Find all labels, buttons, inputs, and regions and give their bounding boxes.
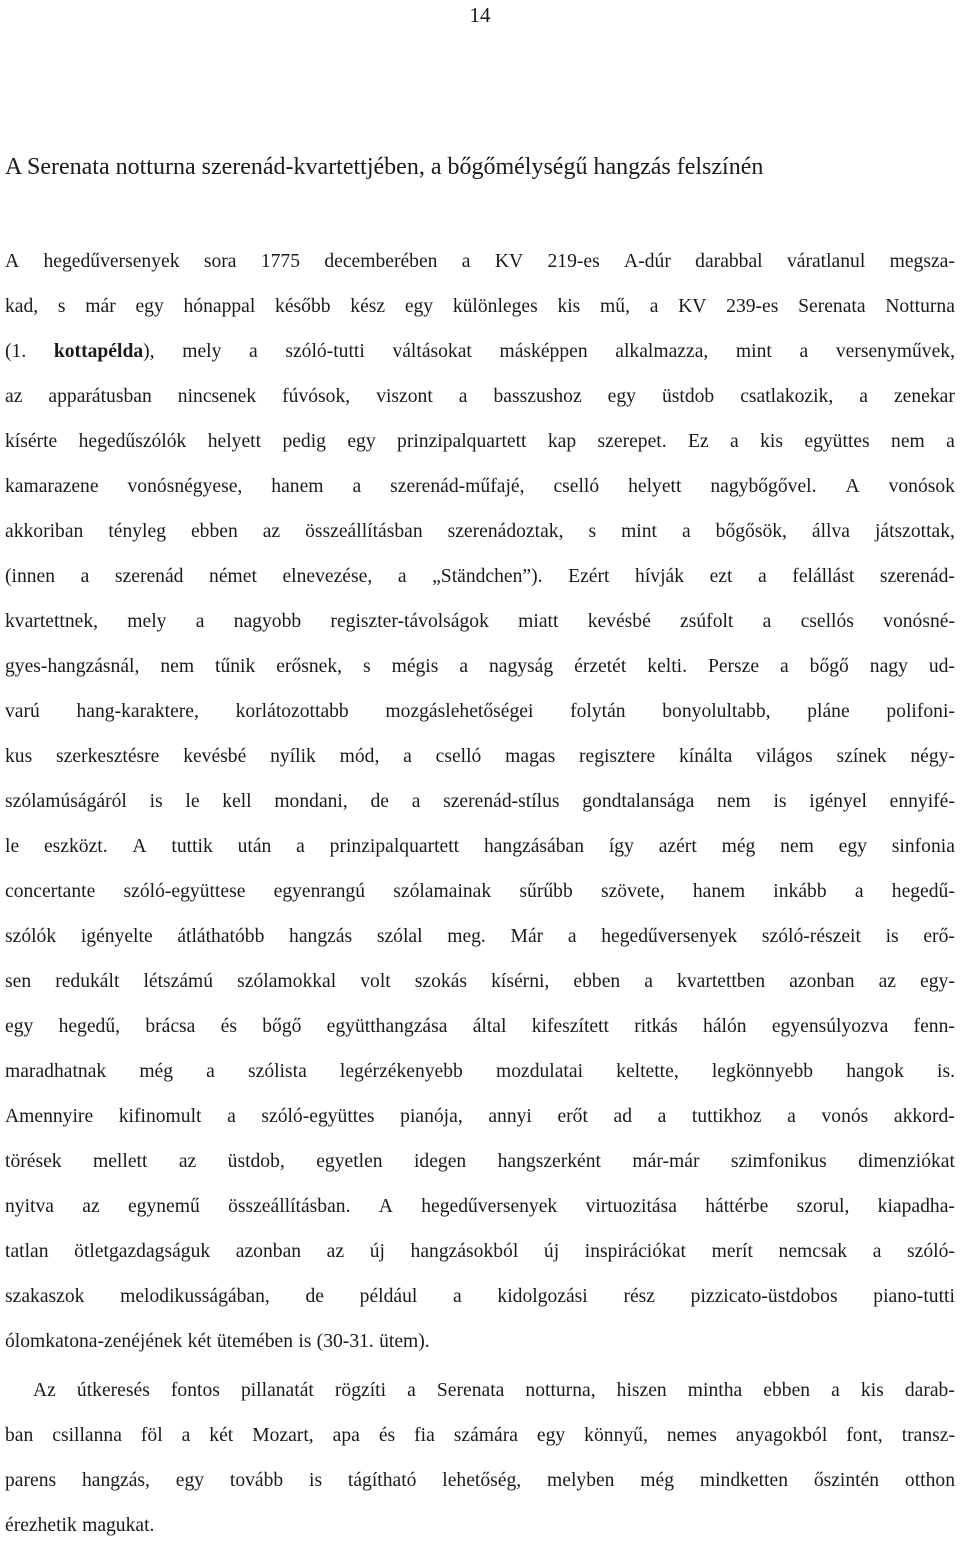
text-line: maradhatnak még a szólista legérzékenyebb mozdulatai keltette, legkönnyebb hangok is. xyxy=(5,1061,955,1082)
paragraph xyxy=(5,1368,955,1548)
text-line: kvartettnek, mely a nagyobb regiszter-távolságok miatt kevésbé zsúfolt a csellós vonósné- xyxy=(5,611,955,632)
paragraph xyxy=(5,239,955,1364)
text-line: nyitva az egynemű összeállításban. A hegedűversenyek virtuozitása háttérbe szorul, kiapadha- xyxy=(5,1196,955,1217)
text-line: kamarazene vonósnégyese, hanem a szerenád-műfajé, cselló helyett nagybőgővel. A vonósok xyxy=(5,476,955,497)
text-line: gyes-hangzásnál, nem tűnik erősnek, s mégis a nagyság érzetét kelti. Persze a bőgő nagy ud- xyxy=(5,656,955,677)
text-line: varú hang-karaktere, korlátozottabb mozgáslehetőségei folytán bonyolultabb, pláne polifoni- xyxy=(5,701,955,722)
text-line: Amennyire kifinomult a szóló-együttes pianója, annyi erőt ad a tuttikhoz a vonós akkord- xyxy=(5,1106,955,1127)
text-line: ólomkatona-zenéjének két ütemében is (30-31. ütem). xyxy=(5,1331,430,1352)
text-line: szakaszok melodikusságában, de például a kidolgozási rész pizzicato-üstdobos piano-tutti xyxy=(5,1286,955,1307)
text-line: ban csillanna föl a két Mozart, apa és fia számára egy könnyű, nemes anyagokból font, transz- xyxy=(5,1425,955,1446)
text-line: concertante szóló-együttese egyenrangú szólamainak sűrűbb szövete, hanem inkább a hegedű- xyxy=(5,881,955,902)
text-line: az apparátusban nincsenek fúvósok, viszont a basszushoz egy üstdob csatlakozik, a zenekar xyxy=(5,386,955,407)
text-line: törések mellett az üstdob, egyetlen idegen hangszerként már-már szimfonikus dimenziókat xyxy=(5,1151,955,1172)
text-line: A hegedűversenyek sora 1775 decemberében a KV 219-es A-dúr darabbal váratlanul megsza- xyxy=(5,251,955,272)
section-heading: A Serenata notturna szerenád-kvartettjében, a bőgőmélységű hangzás felszínén xyxy=(5,154,764,180)
text-line: szólamúságáról is le kell mondani, de a szerenád-stílus gondtalansága nem is igényel ennyifé- xyxy=(5,791,955,812)
body-text xyxy=(5,239,955,1548)
text-line: le eszközt. A tuttik után a prinzipalquartett hangzásában így azért még nem egy sinfonia xyxy=(5,836,955,857)
text-line: kus szerkesztésre kevésbé nyílik mód, a cselló magas regisztere kínálta világos színek négy- xyxy=(5,746,955,767)
text-line: Az útkeresés fontos pillanatát rögzíti a Serenata notturna, hiszen mintha ebben a kis darab- xyxy=(33,1380,955,1401)
page-number: 14 xyxy=(469,3,491,27)
text-line: (innen a szerenád német elnevezése, a „Ständchen”). Ezért hívják ezt a felállást szerenád- xyxy=(5,566,955,587)
text-line: szólók igényelte átláthatóbb hangzás szólal meg. Már a hegedűversenyek szóló-részeit is erő- xyxy=(5,926,955,947)
text-line: tatlan ötletgazdagságuk azonban az új hangzásokból új inspirációkat merít nemcsak a szóló- xyxy=(5,1241,955,1262)
text-line: kísérte hegedűszólók helyett pedig egy prinzipalquartett kap szerepet. Ez a kis együttes nem a xyxy=(5,431,955,452)
text-line: érezhetik magukat. xyxy=(5,1515,155,1536)
text-line: parens hangzás, egy tovább is tágítható lehetőség, melyben még mindketten őszintén otthon xyxy=(5,1470,955,1491)
text-line: (1. kottapélda), mely a szóló-tutti váltásokat másképpen alkalmazza, mint a versenyművek, xyxy=(5,341,955,362)
text-line: sen redukált létszámú szólamokkal volt szokás kísérni, ebben a kvartettben azonban az egy- xyxy=(5,971,955,992)
text-line: egy hegedű, brácsa és bőgő együtthangzása által kifeszített ritkás hálón egyensúlyozva fenn- xyxy=(5,1016,955,1037)
text-line: akkoriban tényleg ebben az összeállításban szerenádoztak, s mint a bőgősök, állva játszottak, xyxy=(5,521,955,542)
text-line: kad, s már egy hónappal később kész egy különleges kis mű, a KV 239-es Serenata Notturna xyxy=(5,296,955,317)
